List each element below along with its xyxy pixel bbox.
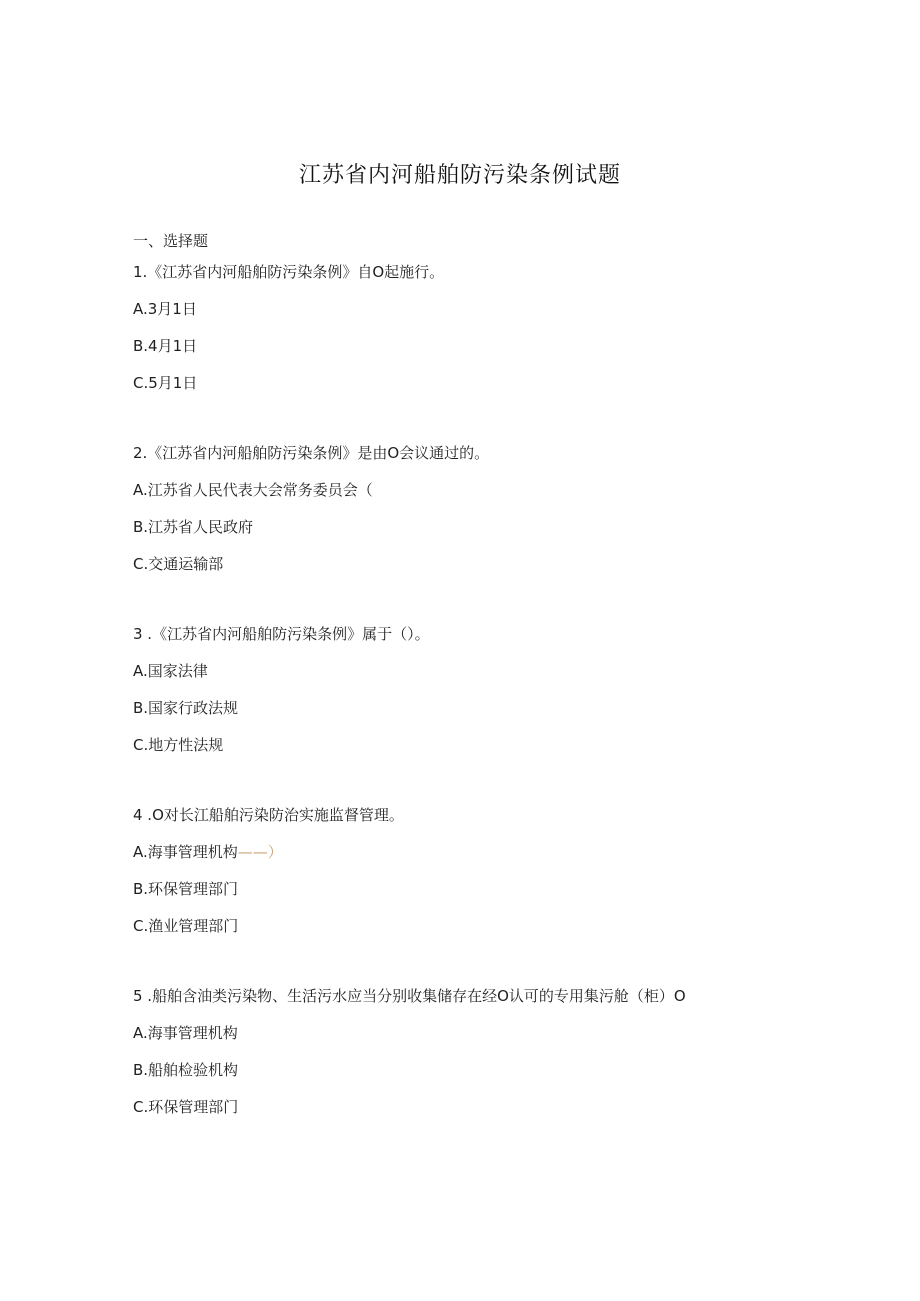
question-4-faint-mark: ——） — [237, 843, 283, 861]
question-4-text: 4 .O对长江船舶污染防治实施监督管理。 — [133, 806, 404, 824]
question-1-option-a: A.3月1日 — [133, 300, 197, 318]
question-3-text: 3 .《江苏省内河船舶防污染条例》属于（）。 — [133, 625, 430, 643]
question-2-text: 2.《江苏省内河船舶防污染条例》是由O会议通过的。 — [133, 444, 490, 462]
question-5-option-a: A.海事管理机构 — [133, 1024, 238, 1042]
question-3-option-b: B.国家行政法规 — [133, 699, 239, 717]
question-4-option-a-row — [133, 842, 283, 862]
question-5-option-b: B.船舶检验机构 — [133, 1061, 239, 1079]
question-4-option-c: C.渔业管理部门 — [133, 917, 239, 935]
question-3-option-c: C.地方性法规 — [133, 736, 224, 754]
question-3-option-a: A.国家法律 — [133, 662, 208, 680]
question-2-option-b: B.江苏省人民政府 — [133, 518, 254, 536]
question-5-option-c: C.环保管理部门 — [133, 1098, 239, 1116]
question-1-option-b: B.4月1日 — [133, 337, 198, 355]
question-1-option-c: C.5月1日 — [133, 374, 198, 392]
question-4-option-b: B.环保管理部门 — [133, 880, 239, 898]
section-heading: 一、选择题 — [133, 232, 209, 250]
question-2-option-c: C.交通运输部 — [133, 555, 224, 573]
question-1-text: 1.《江苏省内河船舶防污染条例》自O起施行。 — [133, 263, 445, 281]
question-2-option-a: A.江苏省人民代表大会常务委员会（ — [133, 481, 373, 499]
question-5-text: 5 .船舶含油类污染物、生活污水应当分别收集储存在经O认可的专用集污舱（柜）O — [133, 987, 686, 1005]
document-title: 江苏省内河船舶防污染条例试题 — [298, 163, 621, 188]
question-4-option-a: A.海事管理机构 — [133, 843, 238, 861]
